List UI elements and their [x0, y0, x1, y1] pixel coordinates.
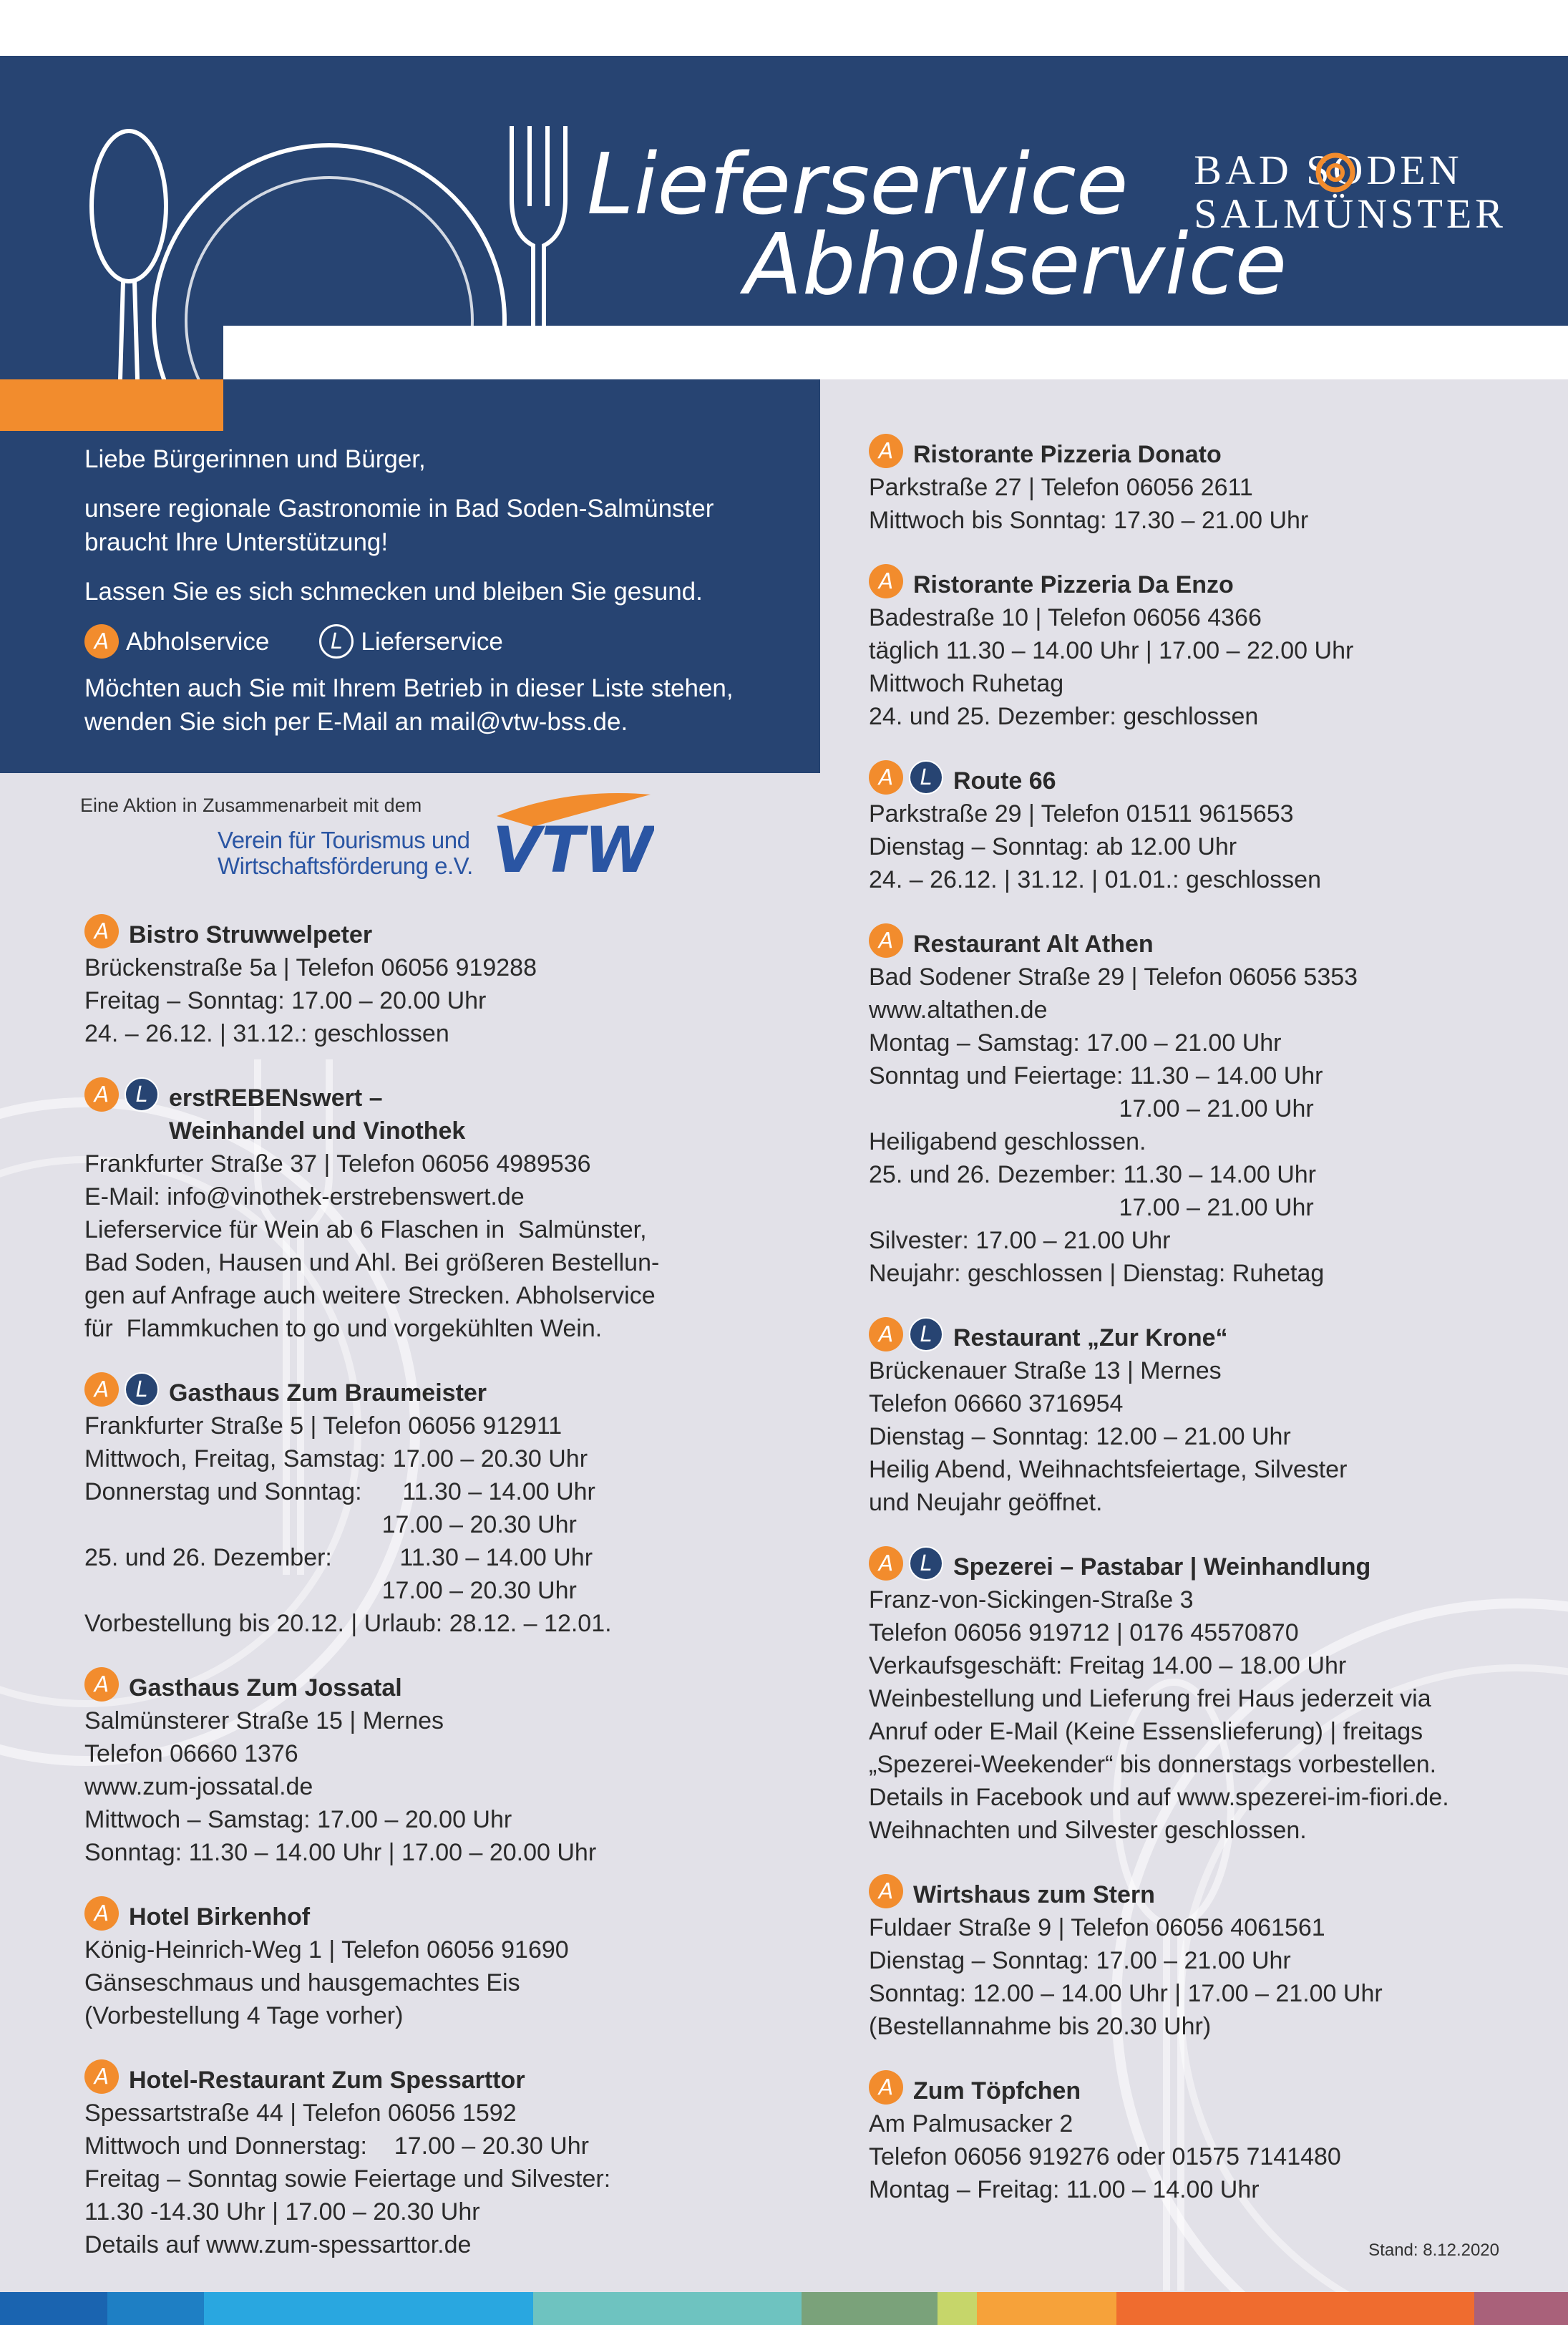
restaurant-entry — [84, 1377, 829, 1640]
pickup-badge-icon: A — [84, 1372, 119, 1407]
restaurant-detail-line: Weinbestellung und Lieferung frei Haus jederzeit via — [869, 1685, 1431, 1712]
intro-paragraph-wishes: Lassen Sie es sich schmecken und bleiben Sie gesund. — [84, 578, 703, 606]
restaurant-detail-line: 24. – 26.12. | 31.12. | 01.01.: geschlossen — [869, 866, 1322, 893]
restaurant-detail-line: Weihnachten und Silvester geschlossen. — [869, 1817, 1307, 1844]
restaurant-header — [84, 1082, 829, 1147]
pickup-badge-icon: A — [84, 1667, 119, 1702]
restaurant-detail-line: Mittwoch und Donnerstag: 17.00 – 20.30 Uhr — [84, 2132, 589, 2160]
restaurant-name: Gasthaus Zum Jossatal — [129, 1674, 402, 1702]
restaurant-detail-line: 25. und 26. Dezember: 11.30 – 14.00 Uhr — [869, 1161, 1316, 1188]
restaurant-detail-line: Mittwoch Ruhetag — [869, 670, 1064, 697]
restaurant-header — [869, 438, 1568, 471]
legend-pickup-label: Abholservice — [126, 627, 270, 656]
delivery-badge-icon: L — [125, 1372, 159, 1407]
restaurant-header — [869, 2074, 1568, 2107]
restaurant-detail-line: Spessartstraße 44 | Telefon 06056 1592 — [84, 2100, 517, 2127]
restaurant-entry — [84, 918, 829, 1050]
restaurant-header — [869, 928, 1568, 961]
color-stripe-6 — [938, 2292, 977, 2325]
restaurant-detail-line: 11.30 -14.30 Uhr | 17.00 – 20.30 Uhr — [84, 2198, 480, 2226]
restaurant-entry — [869, 568, 1568, 733]
restaurant-detail-line: Gänseschmaus und hausgemachtes Eis — [84, 1969, 520, 1996]
restaurant-detail-line: Mittwoch – Samstag: 17.00 – 20.00 Uhr — [84, 1806, 512, 1833]
pickup-badge-icon: A — [869, 2070, 903, 2105]
title-abholservice: Abholservice — [744, 215, 1287, 314]
restaurant-name: Ristorante Pizzeria Donato — [913, 441, 1222, 468]
restaurant-name: Restaurant „Zur Krone“ — [953, 1324, 1228, 1351]
restaurant-name: Gasthaus Zum Braumeister — [169, 1379, 487, 1407]
vtw-logo — [490, 787, 654, 880]
restaurant-entry — [84, 2064, 829, 2261]
restaurant-header — [869, 765, 1568, 797]
delivery-badge-icon: L — [909, 760, 943, 795]
restaurant-detail-line: Dienstag – Sonntag: 12.00 – 21.00 Uhr — [869, 1423, 1291, 1450]
restaurant-detail-line: Sonntag und Feiertage: 11.30 – 14.00 Uhr — [869, 1062, 1323, 1089]
restaurant-name: erstREBENswert – Weinhandel und Vinothek — [169, 1084, 466, 1145]
color-stripe-3 — [204, 2292, 533, 2325]
restaurant-detail-line: Frankfurter Straße 37 | Telefon 06056 4989536 — [84, 1150, 591, 1178]
restaurant-detail-line: Am Palmusacker 2 — [869, 2110, 1073, 2137]
stand-date: Stand: 8.12.2020 — [1368, 2241, 1499, 2260]
service-badges — [869, 2070, 903, 2105]
restaurant-detail-line: Franz-von-Sickingen-Straße 3 — [869, 1586, 1194, 1613]
service-badges — [869, 1546, 943, 1581]
restaurant-detail-line: Silvester: 17.00 – 21.00 Uhr — [869, 1227, 1171, 1254]
partner-name — [218, 827, 473, 879]
restaurant-detail-line: Heiligabend geschlossen. — [869, 1128, 1146, 1155]
restaurant-detail-line: Sonntag: 11.30 – 14.00 Uhr | 17.00 – 20.00 Uhr — [84, 1839, 597, 1866]
restaurant-name: Ristorante Pizzeria Da Enzo — [913, 571, 1234, 598]
color-stripe-7 — [977, 2292, 1116, 2325]
sun-swirl-icon — [1314, 151, 1357, 194]
restaurant-detail-line: Sonntag: 12.00 – 14.00 Uhr | 17.00 – 21.00 Uhr — [869, 1980, 1383, 2007]
pickup-badge-icon: A — [869, 1546, 903, 1581]
restaurant-entry — [869, 1321, 1568, 1519]
restaurant-detail-line: Telefon 06660 1376 — [84, 1740, 298, 1767]
pickup-badge-icon: A — [869, 1874, 903, 1908]
restaurant-detail-line: (Bestellannahme bis 20.30 Uhr) — [869, 2013, 1212, 2040]
service-badges — [869, 564, 903, 598]
restaurant-list-left — [84, 918, 829, 2293]
restaurant-detail-line: Montag – Freitag: 11.00 – 14.00 Uhr — [869, 2176, 1260, 2203]
restaurant-entry — [84, 1082, 829, 1345]
service-badges — [869, 760, 943, 795]
restaurant-detail-line: Telefon 06056 919276 oder 01575 7141480 — [869, 2143, 1341, 2170]
pickup-badge-icon: A — [84, 624, 119, 659]
restaurant-name: Restaurant Alt Athen — [913, 931, 1154, 958]
service-badges — [869, 434, 903, 468]
restaurant-detail-line: Anruf oder E-Mail (Keine Essenslieferung) | freitags — [869, 1718, 1423, 1745]
restaurant-detail-line: 25. und 26. Dezember: 11.30 – 14.00 Uhr — [84, 1544, 593, 1571]
delivery-badge-icon: L — [909, 1317, 943, 1351]
service-badges — [84, 1372, 159, 1407]
pickup-badge-icon: A — [84, 1077, 119, 1112]
restaurant-header — [84, 1671, 829, 1704]
restaurant-detail-line: Fuldaer Straße 9 | Telefon 06056 4061561 — [869, 1914, 1325, 1941]
delivery-badge-icon: L — [125, 1077, 159, 1112]
restaurant-header — [84, 2064, 829, 2097]
restaurant-detail-line: Parkstraße 29 | Telefon 01511 9615653 — [869, 800, 1294, 827]
restaurant-detail-line: Brückenauer Straße 13 | Mernes — [869, 1357, 1222, 1384]
pickup-badge-icon: A — [869, 564, 903, 598]
restaurant-detail-line: Freitag – Sonntag sowie Feiertage und Silvester: — [84, 2165, 611, 2193]
restaurant-detail-line: Telefon 06056 919712 | 0176 45570870 — [869, 1619, 1299, 1646]
service-badges — [84, 2059, 119, 2094]
service-badges — [84, 1077, 159, 1112]
restaurant-entry — [869, 928, 1568, 1290]
legend-delivery-label: Lieferservice — [361, 627, 503, 656]
restaurant-detail-line: Details in Facebook und auf www.spezerei-im-fiori.de. — [869, 1784, 1449, 1811]
vtw-logo-text: VTW — [492, 813, 654, 880]
restaurant-detail-line: 24. und 25. Dezember: geschlossen — [869, 703, 1259, 730]
restaurant-header — [84, 918, 829, 951]
restaurant-detail-line: Bad Soden, Hausen und Ahl. Bei größeren Bestellun- — [84, 1249, 660, 1276]
restaurant-name: Hotel Birkenhof — [129, 1903, 311, 1931]
restaurant-header — [869, 1878, 1568, 1911]
restaurant-detail-line: E-Mail: info@vinothek-erstrebenswert.de — [84, 1183, 525, 1210]
service-badges — [84, 1667, 119, 1702]
restaurant-detail-line: Salmünsterer Straße 15 | Mernes — [84, 1707, 444, 1734]
pickup-badge-icon: A — [869, 923, 903, 958]
restaurant-list-right — [869, 438, 1568, 2238]
restaurant-detail-line: Freitag – Sonntag: 17.00 – 20.00 Uhr — [84, 987, 487, 1014]
delivery-badge-icon: L — [909, 1546, 943, 1581]
restaurant-name: Wirtshaus zum Stern — [913, 1881, 1155, 1908]
restaurant-detail-line: Lieferservice für Wein ab 6 Flaschen in Salmünster, — [84, 1216, 647, 1243]
restaurant-name: Zum Töpfchen — [913, 2077, 1081, 2105]
restaurant-detail-line: Neujahr: geschlossen | Dienstag: Ruhetag — [869, 1260, 1325, 1287]
logo-line2: SALMÜNSTER — [1194, 190, 1506, 237]
intro-paragraph-contact: Möchten auch Sie mit Ihrem Betrieb in dieser Liste stehen, wenden Sie sich per E-Mail an mail@vtw-bss.de. — [84, 674, 734, 736]
restaurant-detail-line: Telefon 06660 3716954 — [869, 1390, 1124, 1417]
color-stripe-5 — [802, 2292, 938, 2325]
pickup-badge-icon: A — [84, 2059, 119, 2094]
restaurant-entry — [84, 1901, 829, 2032]
restaurant-detail-line: Heilig Abend, Weihnachtsfeiertage, Silvester — [869, 1456, 1348, 1483]
service-badges — [869, 1874, 903, 1908]
restaurant-entry — [869, 2074, 1568, 2206]
legend — [84, 624, 800, 659]
restaurant-detail-line: 17.00 – 20.30 Uhr — [84, 1577, 577, 1604]
restaurant-header — [869, 1321, 1568, 1354]
logo-line1: BAD SODEN — [1194, 147, 1463, 193]
restaurant-entry — [84, 1671, 829, 1869]
restaurant-header — [84, 1901, 829, 1933]
delivery-badge-icon: L — [319, 624, 354, 659]
service-badges — [869, 1317, 943, 1351]
intro-paragraph-support: unsere regionale Gastronomie in Bad Soden-Salmünster braucht Ihre Unterstützung! — [84, 495, 714, 556]
restaurant-entry — [869, 438, 1568, 537]
restaurant-header — [869, 568, 1568, 601]
restaurant-detail-line: für Flammkuchen to go und vorgekühlten Wein. — [84, 1315, 603, 1342]
restaurant-detail-line: www.altathen.de — [869, 996, 1048, 1024]
color-stripe-1 — [0, 2292, 107, 2325]
restaurant-detail-line: 24. – 26.12. | 31.12.: geschlossen — [84, 1020, 449, 1047]
restaurant-detail-line: www.zum-jossatal.de — [84, 1773, 313, 1800]
restaurant-detail-line: Frankfurter Straße 5 | Telefon 06056 912911 — [84, 1412, 563, 1440]
restaurant-detail-line: Mittwoch, Freitag, Samstag: 17.00 – 20.30 Uhr — [84, 1445, 588, 1472]
pickup-badge-icon: A — [869, 434, 903, 468]
partner-name-line2: Wirtschaftsförderung e.V. — [218, 853, 473, 879]
restaurant-detail-line: Bad Sodener Straße 29 | Telefon 06056 5353 — [869, 964, 1358, 991]
pickup-badge-icon: A — [869, 760, 903, 795]
color-stripe-2 — [107, 2292, 204, 2325]
restaurant-detail-line: Mittwoch bis Sonntag: 17.30 – 21.00 Uhr — [869, 507, 1309, 534]
restaurant-detail-line: Dienstag – Sonntag: 17.00 – 21.00 Uhr — [869, 1947, 1291, 1974]
color-stripe-9 — [1474, 2292, 1568, 2325]
restaurant-name: Spezerei – Pastabar | Weinhandlung — [953, 1553, 1371, 1581]
restaurant-header — [84, 1377, 829, 1409]
service-badges — [84, 1896, 119, 1931]
restaurant-name: Bistro Struwwelpeter — [129, 921, 373, 948]
restaurant-detail-line: 17.00 – 21.00 Uhr — [869, 1095, 1314, 1122]
greeting: Liebe Bürgerinnen und Bürger, — [84, 445, 426, 473]
restaurant-detail-line: und Neujahr geöffnet. — [869, 1489, 1103, 1516]
restaurant-detail-line: König-Heinrich-Weg 1 | Telefon 06056 91690 — [84, 1936, 569, 1964]
color-stripe-4 — [533, 2292, 802, 2325]
intro-text — [84, 442, 800, 754]
pickup-badge-icon: A — [84, 1896, 119, 1931]
restaurant-entry — [869, 1878, 1568, 2043]
pickup-badge-icon: A — [84, 914, 119, 948]
restaurant-detail-line: täglich 11.30 – 14.00 Uhr | 17.00 – 22.00 Uhr — [869, 637, 1354, 664]
restaurant-detail-line: Parkstraße 27 | Telefon 06056 2611 — [869, 474, 1253, 501]
restaurant-entry — [869, 765, 1568, 896]
orange-accent-bar — [0, 379, 223, 431]
restaurant-detail-line: gen auf Anfrage auch weitere Strecken. Abholservice — [84, 1282, 656, 1309]
partner-caption: Eine Aktion in Zusammenarbeit mit dem — [80, 795, 422, 816]
service-badges — [869, 923, 903, 958]
service-badges — [84, 914, 119, 948]
partner-name-line1: Verein für Tourismus und — [218, 827, 470, 853]
restaurant-detail-line: 17.00 – 21.00 Uhr — [869, 1194, 1314, 1221]
restaurant-detail-line: Dienstag – Sonntag: ab 12.00 Uhr — [869, 833, 1237, 860]
restaurant-name: Route 66 — [953, 767, 1056, 795]
restaurant-detail-line: Details auf www.zum-spessarttor.de — [84, 2231, 472, 2258]
restaurant-detail-line: (Vorbestellung 4 Tage vorher) — [84, 2002, 404, 2029]
restaurant-detail-line: Montag – Samstag: 17.00 – 21.00 Uhr — [869, 1029, 1282, 1057]
restaurant-detail-line: Brückenstraße 5a | Telefon 06056 919288 — [84, 954, 537, 981]
restaurant-detail-line: Donnerstag und Sonntag: 11.30 – 14.00 Uhr — [84, 1478, 595, 1505]
restaurant-detail-line: Verkaufsgeschäft: Freitag 14.00 – 18.00 Uhr — [869, 1652, 1347, 1679]
restaurant-header — [869, 1550, 1568, 1583]
restaurant-detail-line: Vorbestellung bis 20.12. | Urlaub: 28.12. – 12.01. — [84, 1610, 612, 1637]
restaurant-detail-line: 17.00 – 20.30 Uhr — [84, 1511, 577, 1538]
color-stripe-8 — [1116, 2292, 1474, 2325]
pickup-badge-icon: A — [869, 1317, 903, 1351]
restaurant-detail-line: „Spezerei-Weekender“ bis donnerstags vorbestellen. — [869, 1751, 1437, 1778]
header-white-strip — [223, 326, 1568, 379]
restaurant-detail-line: Badestraße 10 | Telefon 06056 4366 — [869, 604, 1262, 631]
restaurant-name: Hotel-Restaurant Zum Spessarttor — [129, 2067, 525, 2094]
title-lieferservice: Lieferservice — [587, 135, 1129, 233]
restaurant-entry — [869, 1550, 1568, 1847]
